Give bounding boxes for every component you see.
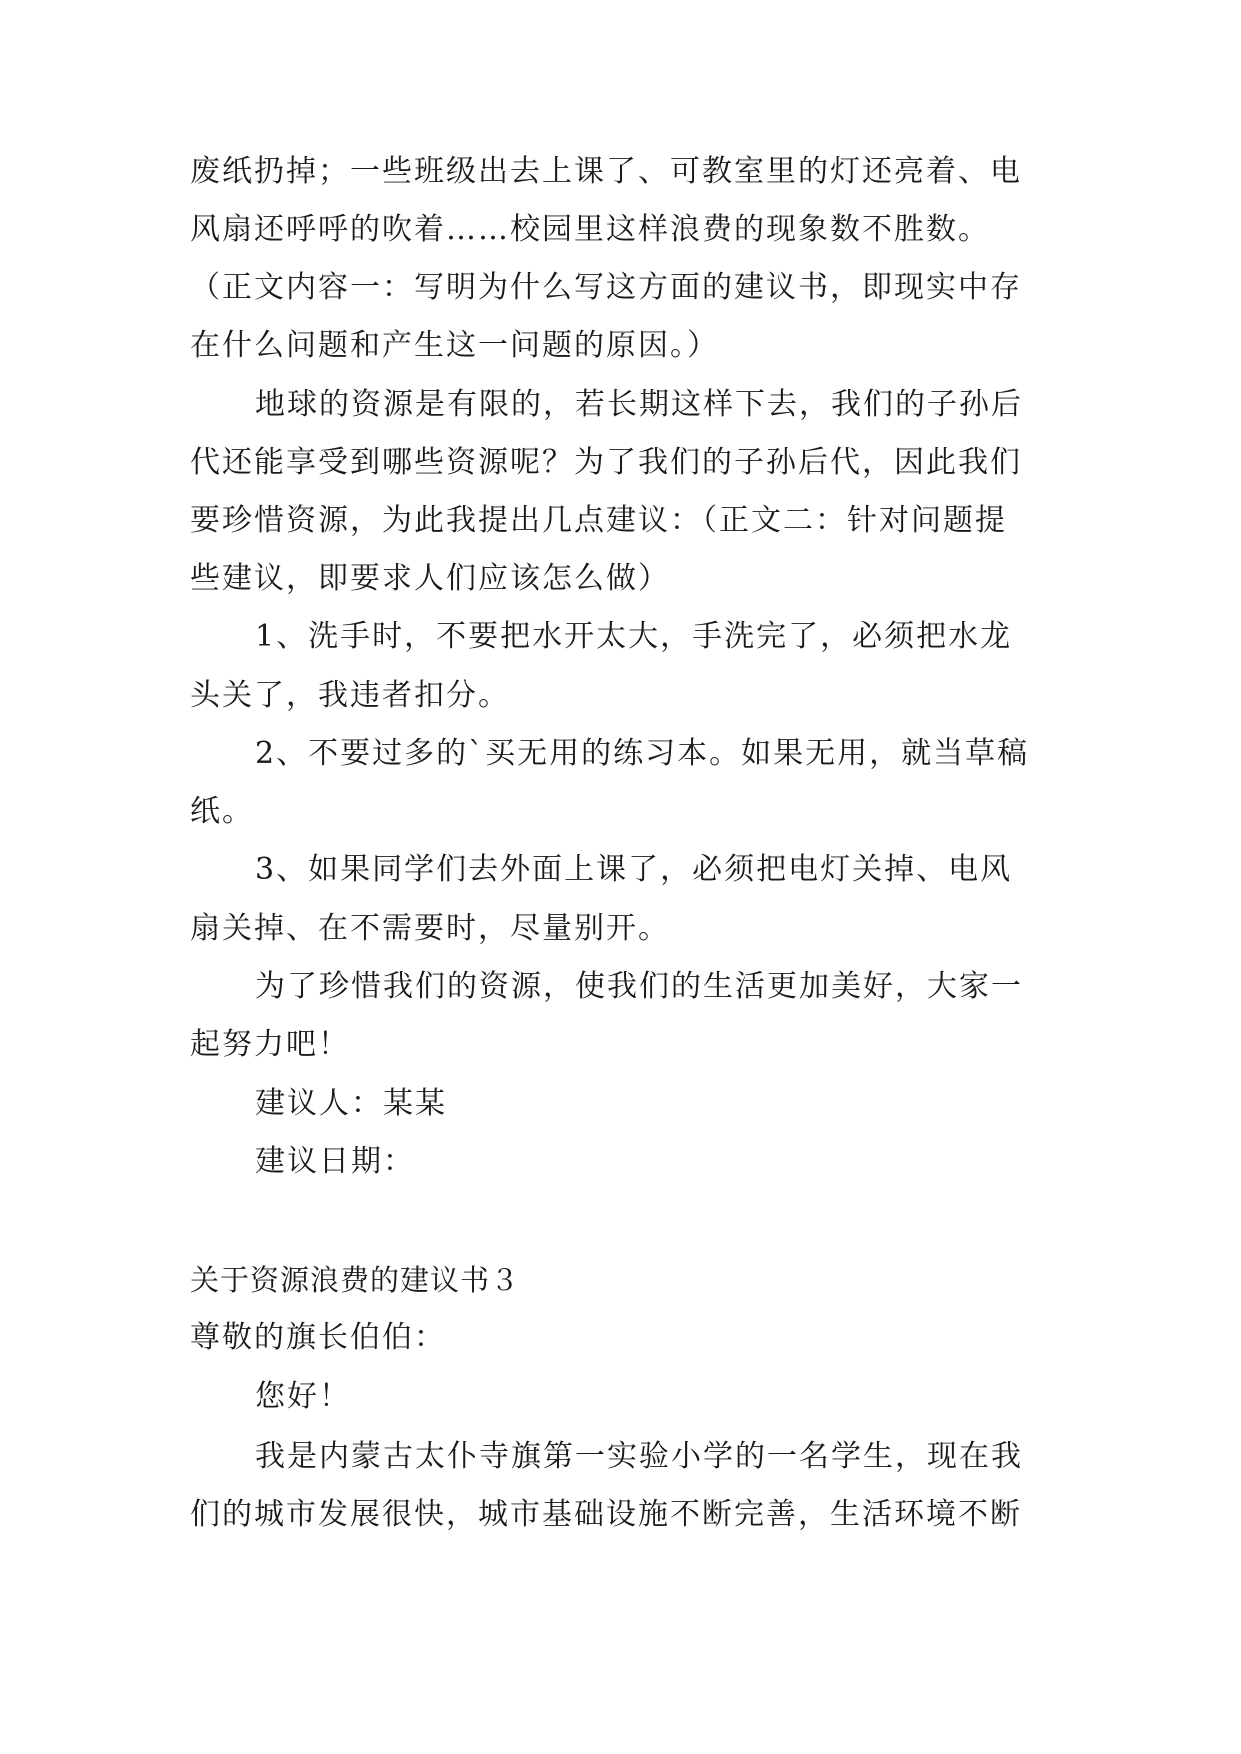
body-line: 在什么问题和产生这一问题的原因。） [190, 328, 719, 363]
body-line: 起努力吧！ [190, 1027, 350, 1062]
proposal-date-line: 建议日期： [255, 1144, 415, 1179]
list-item-1: 1、洗手时，不要把水开太大，手洗完了，必须把水龙 [255, 619, 1013, 654]
body-line: 头关了，我违者扣分。 [190, 678, 510, 713]
paragraph-first-line: 地球的资源是有限的，若长期这样下去，我们的子孙后 [255, 387, 1023, 422]
body-line: 们的城市发展很快，城市基础设施不断完善，生活环境不断 [190, 1497, 1022, 1532]
body-line: 废纸扔掉；一些班级出去上课了、可教室里的灯还亮着、电 [190, 154, 1022, 189]
proposer-line: 建议人：某某 [255, 1086, 447, 1121]
list-item-3: 3、如果同学们去外面上课了，必须把电灯关掉、电风 [255, 852, 1013, 887]
salutation: 尊敬的旗长伯伯： [190, 1320, 446, 1355]
body-line: 扇关掉、在不需要时，尽量别开。 [190, 911, 670, 946]
body-line: （正文内容一：写明为什么写这方面的建议书，即现实中存 [190, 270, 1022, 305]
list-item-2: 2、不要过多的`买无用的练习本。如果无用，就当草稿 [255, 736, 1030, 771]
section-title: 关于资源浪费的建议书３ [190, 1263, 521, 1297]
greeting: 您好！ [255, 1379, 351, 1414]
body-line: 要珍惜资源，为此我提出几点建议：（正文二：针对问题提 [190, 503, 1007, 538]
body-line: 纸。 [190, 794, 254, 829]
body-line: 风扇还呼呼的吹着……校园里这样浪费的现象数不胜数。 [190, 212, 990, 247]
closing-paragraph: 为了珍惜我们的资源，使我们的生活更加美好，大家一 [255, 969, 1023, 1004]
body-line: 些建议，即要求人们应该怎么做） [190, 561, 670, 596]
paragraph-first-line: 我是内蒙古太仆寺旗第一实验小学的一名学生，现在我 [255, 1439, 1023, 1474]
body-line: 代还能享受到哪些资源呢？为了我们的子孙后代，因此我们 [190, 445, 1022, 480]
